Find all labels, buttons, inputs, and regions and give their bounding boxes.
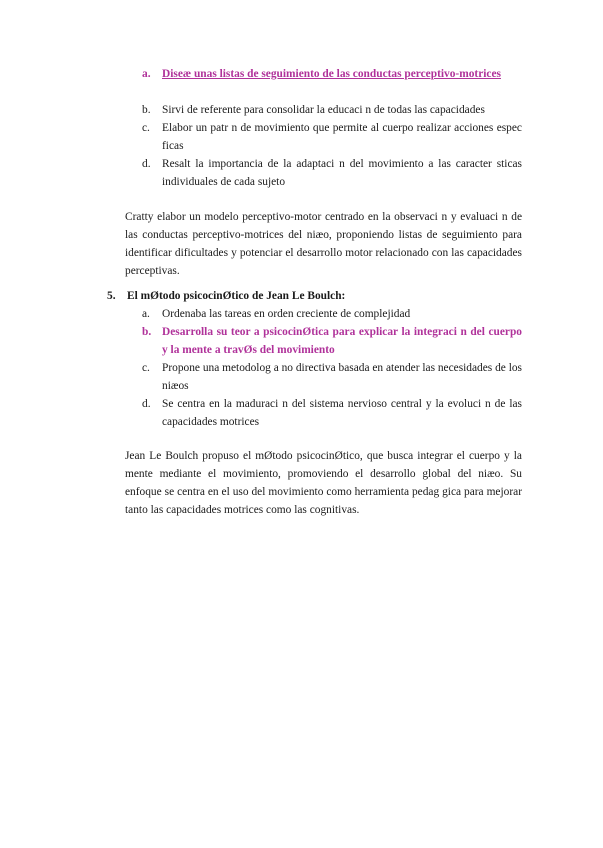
- list-item-text: Se centra en la maduraci n del sistema nervioso central y la evoluci n de las capacidades motrices: [162, 398, 522, 428]
- list-item-text: Resalt la importancia de la adaptaci n del movimiento a las caracter sticas individuales de cada sujeto: [162, 158, 522, 188]
- list-item-text: Desarrolla su teor a psicocinØtica para explicar la integraci n del cuerpo y la mente a travØs del movimiento: [162, 326, 522, 356]
- list-item-text: Sirvi de referente para consolidar la educaci n de todas las capacidades: [162, 104, 485, 116]
- list-item-5d: [142, 395, 522, 431]
- list-marker: c.: [142, 122, 150, 134]
- list-marker: b.: [142, 104, 151, 116]
- paragraph-le-boulch: Jean Le Boulch propuso el mØtodo psicocinØtico, que busca integrar el cuerpo y la mente mediante el movimiento, promoviendo el desarrollo global del niæo. Su enfoque se centra en el uso del movimiento como herramienta pedag gica para mejorar tanto las capacidades motrices como las cognitivas.: [125, 450, 522, 516]
- list-item-text: Elabor un patr n de movimiento que permite al cuerpo realizar acciones espec ficas: [162, 122, 522, 152]
- list-marker: a.: [142, 68, 151, 80]
- list-item-text: Diseæ unas listas de seguimiento de las conductas perceptivo-motrices: [162, 68, 501, 80]
- list-marker: d.: [142, 158, 151, 170]
- list-item-text: Propone una metodolog a no directiva basada en atender las necesidades de los niæos: [162, 362, 522, 392]
- list-item-5c: [142, 359, 522, 395]
- list-marker: a.: [142, 308, 150, 320]
- list-marker: c.: [142, 362, 150, 374]
- section-heading: [107, 287, 522, 305]
- list-item-4d: [142, 155, 522, 191]
- section-number: 5.: [107, 290, 116, 302]
- list-item-4a: [142, 65, 522, 83]
- list-item-text: Ordenaba las tareas en orden creciente de complejidad: [162, 308, 411, 320]
- list-item-4b: [142, 101, 522, 119]
- list-item-5b: [142, 323, 522, 359]
- paragraph-cratty: Cratty elabor un modelo perceptivo-motor centrado en la observaci n y evaluaci n de las conductas perceptivo-motrices del niæo, proponiendo listas de seguimiento para identificar dificultades y potenciar el desarrollo motor relacionado con las capacidades perceptivas.: [125, 211, 522, 277]
- list-item-4c: [142, 119, 522, 155]
- list-marker: d.: [142, 398, 151, 410]
- section-title: El mØtodo psicocinØtico de Jean Le Boulch:: [127, 290, 346, 302]
- list-marker: b.: [142, 326, 152, 338]
- list-item-5a: [142, 305, 522, 323]
